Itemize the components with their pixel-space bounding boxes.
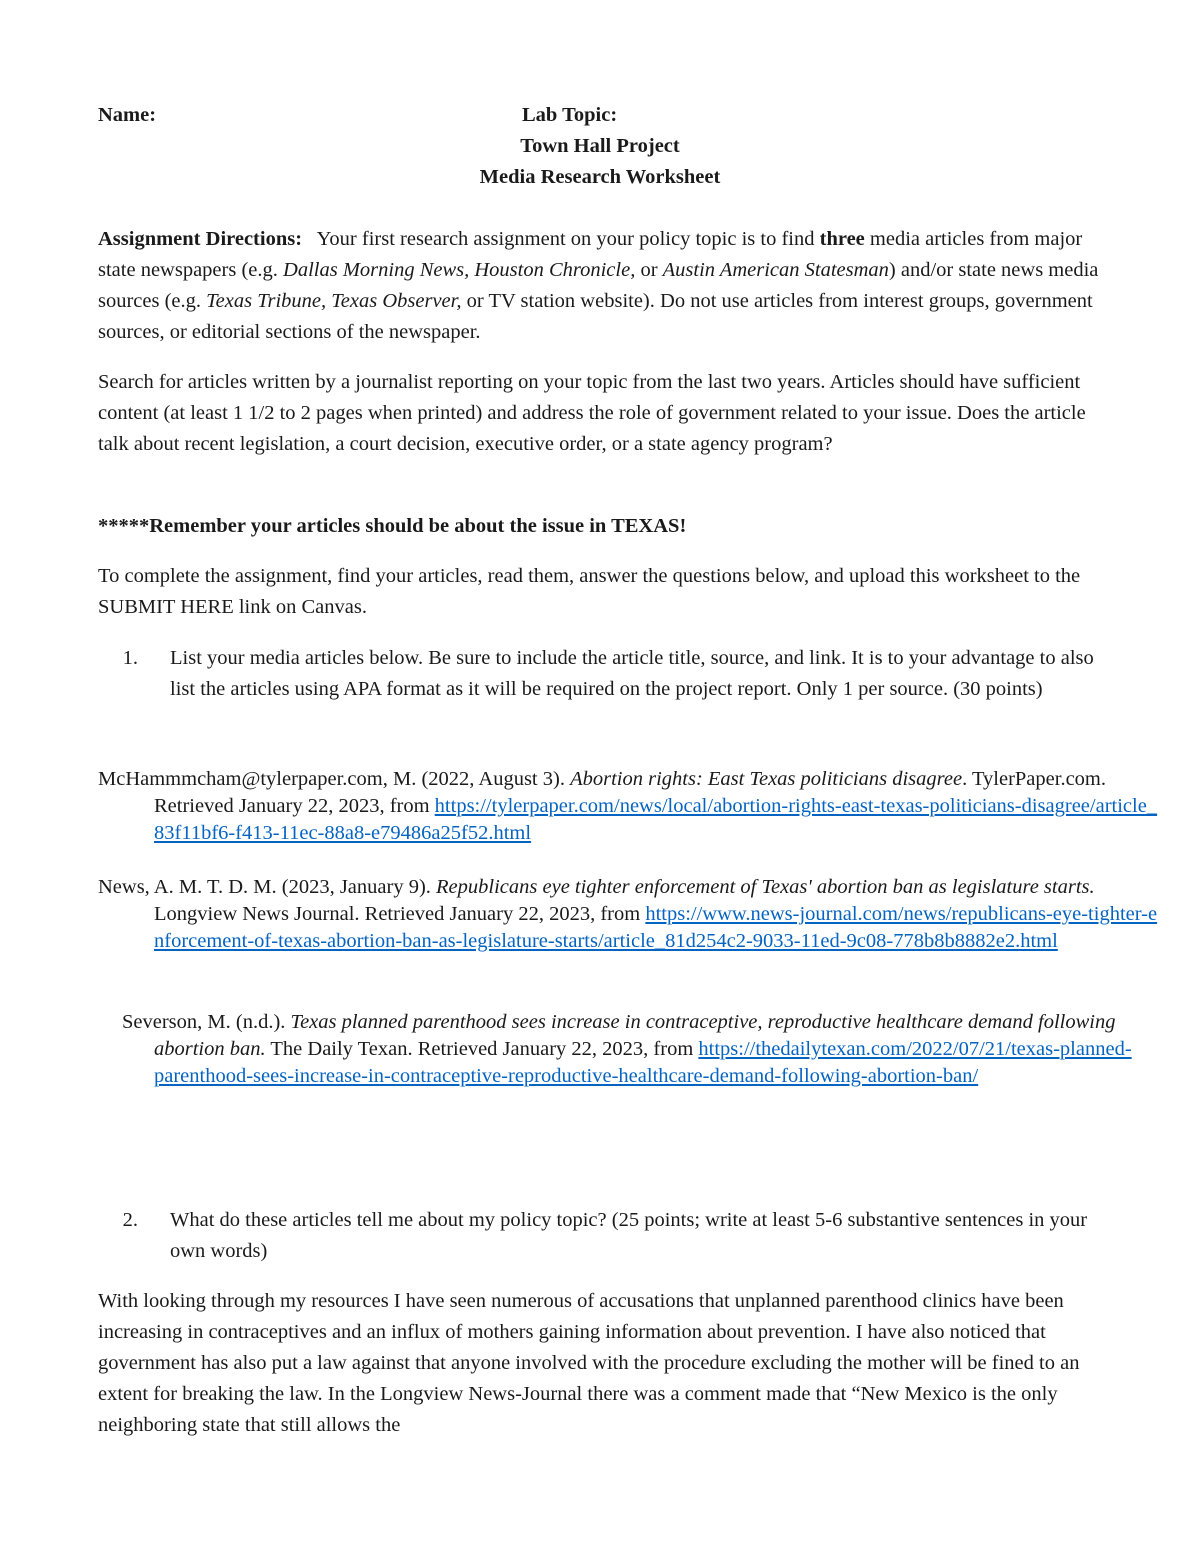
- directions-italic: Texas Tribune, Texas Observer,: [206, 290, 462, 312]
- reference-source: . TylerPaper.com. Retrieved January 22, 2023, from: [154, 768, 1106, 817]
- directions-text: media articles from major state newspapers (e.g.: [98, 228, 1083, 281]
- question-text: What do these articles tell me about my policy topic? (25 points; write at least 5-6 substantive sentences in your own words): [170, 1209, 1088, 1262]
- reminder-text: *****Remember your articles should be about the issue in TEXAS!: [98, 515, 687, 537]
- reference-entry: [98, 874, 1158, 955]
- assignment-directions: [98, 224, 1102, 348]
- name-label: Name:: [98, 104, 157, 126]
- reference-link[interactable]: https://thedailytexan.com/2022/07/21/texas-planned-parenthood-sees-increase-in-contraceptive-reproductive-healthcare-demand-following-abortion-ban/: [154, 1038, 1132, 1087]
- question-2: [98, 1205, 1102, 1267]
- reference-author: Severson, M. (n.d.).: [122, 1011, 286, 1033]
- directions-text: ) and/or state news media sources (e.g.: [98, 259, 1099, 312]
- question-text: List your media articles below. Be sure to include the article title, source, and link. It is to your advantage to also list the articles using APA format as it will be required on the project report. Only 1 per source. (30 points): [170, 647, 1094, 700]
- reference-source: The Daily Texan. Retrieved January 22, 2023, from: [270, 1038, 694, 1060]
- answer-paragraph[interactable]: With looking through my resources I have seen numerous of accusations that unplanned parenthood clinics have been increasing in contraceptives and an influx of mothers gaining information about prevention. I have also noticed that government has also put a law against that anyone involved with the procedure excluding the mother will be fined to an extent for breaking the law. In the Longview News-Journal there was a comment made that “New Mexico is the only neighboring state that still allows the: [98, 1290, 1080, 1436]
- reference-link[interactable]: https://tylerpaper.com/news/local/abortion-rights-east-texas-politicians-disagree/article_83f11bf6-f413-11ec-88a8-e79486a25f52.html: [154, 795, 1158, 844]
- question-number: 2.: [122, 1209, 138, 1231]
- question-number: 1.: [122, 647, 138, 669]
- worksheet-title: Media Research Worksheet: [479, 166, 721, 188]
- search-paragraph: Search for articles written by a journalist reporting on your topic from the last two years. Articles should have sufficient content (at least 1 1/2 to 2 pages when printed) and address the role of government related to your issue. Does the article talk about recent legislation, a court decision, executive order, or a state agency program?: [98, 371, 1086, 455]
- reference-entry: [122, 1009, 1134, 1090]
- reference-title: Abortion rights: East Texas politicians disagree: [570, 768, 963, 790]
- directions-bold: three: [819, 228, 865, 250]
- directions-italic: Dallas Morning News, Houston Chronicle,: [283, 259, 636, 281]
- reference-entry: [98, 766, 1158, 847]
- directions-text: or: [640, 259, 658, 281]
- lab-topic-label: Lab Topic:: [522, 104, 618, 126]
- complete-paragraph: To complete the assignment, find your articles, read them, answer the questions below, and upload this worksheet to the SUBMIT HERE link on Canvas.: [98, 565, 1081, 618]
- directions-italic: Austin American Statesman: [662, 259, 889, 281]
- reference-author: News, A. M. T. D. M. (2023, January 9).: [98, 876, 431, 898]
- directions-text: or TV station website). Do not use articles from interest groups, government sources, or editorial sections of the newspaper.: [98, 290, 1093, 343]
- reference-source: Longview News Journal. Retrieved January 22, 2023, from: [154, 903, 641, 925]
- directions-text: Your first research assignment on your policy topic is to find: [316, 228, 815, 250]
- reference-link[interactable]: https://www.news-journal.com/news/republicans-eye-tighter-enforcement-of-texas-abortion-ban-as-legislature-starts/article_81d254c2-9033-11ed-9c08-778b8b8882e2.html: [154, 903, 1158, 952]
- question-1: [98, 643, 1102, 705]
- project-title: Town Hall Project: [520, 135, 680, 157]
- reference-title: Texas planned parenthood sees increase in contraceptive, reproductive healthcare demand following abortion ban.: [154, 1011, 1116, 1060]
- reference-author: McHammmcham@tylerpaper.com, M. (2022, August 3).: [98, 768, 565, 790]
- reference-title: Republicans eye tighter enforcement of Texas' abortion ban as legislature starts.: [436, 876, 1095, 898]
- directions-label: Assignment Directions:: [98, 228, 303, 250]
